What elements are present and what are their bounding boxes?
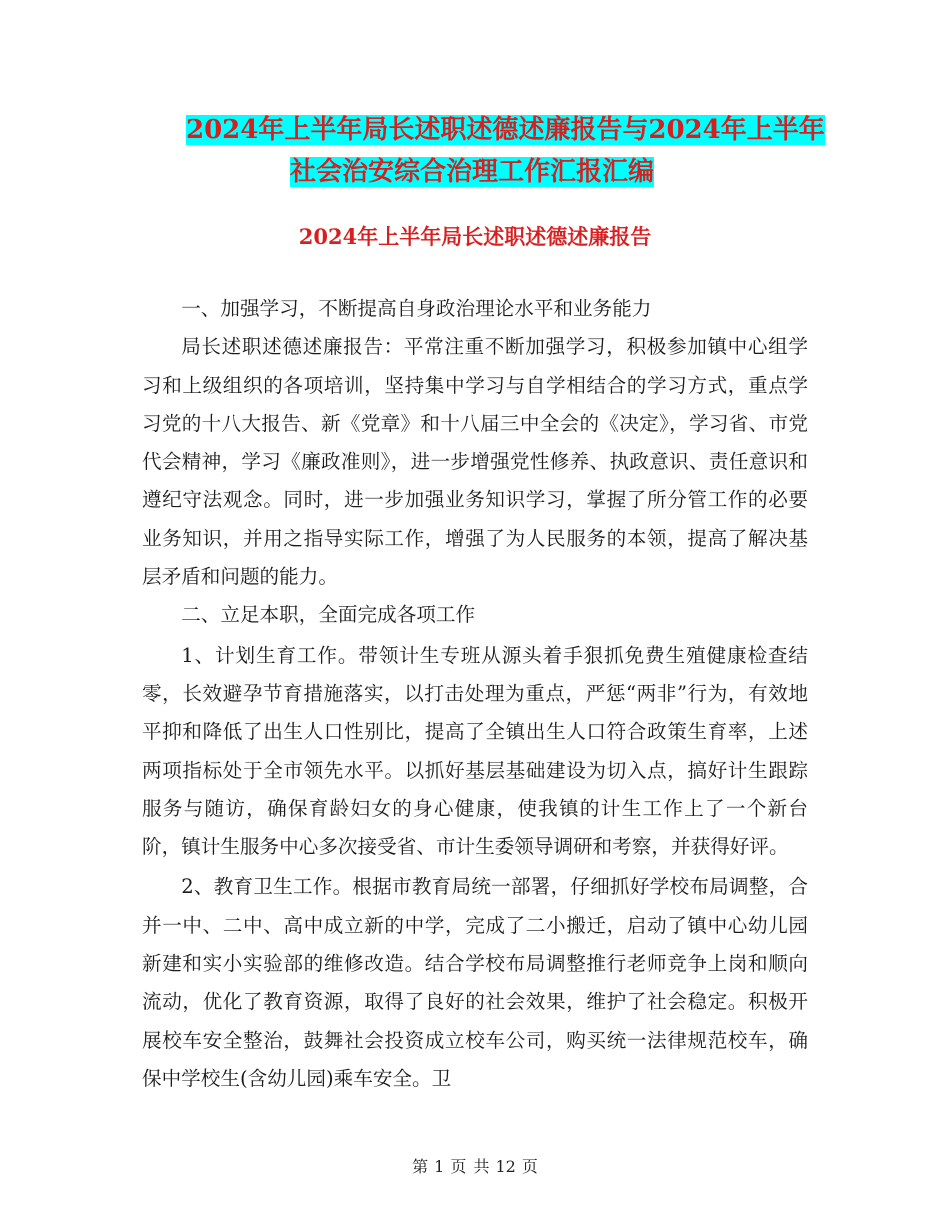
page-footer	[0, 1154, 950, 1177]
heading-paragraph-2: 二、立足本职，全面完成各项工作	[181, 603, 476, 627]
document-body	[142, 290, 808, 1098]
title-highlight-2: 社会治安综合治理工作汇报汇编	[290, 157, 655, 187]
document-title-line-1	[186, 112, 825, 148]
footer-prefix: 第	[412, 1157, 429, 1176]
body-paragraph-1: 局长述职述德述廉报告：平常注重不断加强学习，积极参加镇中心组学习和上级组织的各项培训，坚持集中学习与自学相结合的学习方式，重点学习党的十八大报告、新《党章》和十八届三中全会的《决定》，学习省、市党代会精神，学习《廉政准则》，进一步增强党性修养、执政意识、责任意识和遵纪守法观念。同时，进一步加强业务知识学习，掌握了所分管工作的必要业务知识，并用之指导实际工作，增强了为人民服务的本领，提高了解决基层矛盾和问题的能力。	[142, 335, 808, 589]
document-title-line-2	[290, 154, 654, 190]
footer-page-number: 1	[434, 1157, 445, 1176]
section-title: 2024年上半年局长述职述德述廉报告	[298, 224, 652, 249]
footer-total-pages: 12	[495, 1157, 516, 1176]
body-paragraph-2: 1、计划生育工作。带领计生专班从源头着手狠抓免费生殖健康检查结零，长效避孕节育措施落实，以打击处理为重点，严惩“两非”行为，有效地平抑和降低了出生人口性别比，提高了全镇出生人口符合政策生育率，上述两项指标处于全市领先水平。以抓好基层基础建设为切入点，搞好计生跟踪服务与随访，确保育龄妇女的身心健康，使我镇的计生工作上了一个新台阶，镇计生服务中心多次接受省、市计生委领导调研和考察，并获得好评。	[142, 643, 808, 859]
body-paragraph-3: 2、教育卫生工作。根据市教育局统一部署，仔细抓好学校布局调整，合并一中、二中、高中成立新的中学，完成了二小搬迁，启动了镇中心幼儿园新建和实小实验部的维修改造。结合学校布局调整推行老师竞争上岗和顺向流动，优化了教育资源，取得了良好的社会效果，维护了社会稳定。积极开展校车安全整治，鼓舞社会投资成立校车公司，购买统一法律规范校车，确保中学校生(含幼儿园)乘车安全。卫	[142, 875, 808, 1090]
heading-paragraph-1: 一、加强学习，不断提高自身政治理论水平和业务能力	[181, 297, 652, 320]
footer-suffix: 页	[521, 1157, 538, 1176]
title-highlight-1: 2024年上半年局长述职述德述廉报告与2024年上半年	[186, 115, 825, 145]
footer-middle: 页 共	[450, 1157, 490, 1176]
